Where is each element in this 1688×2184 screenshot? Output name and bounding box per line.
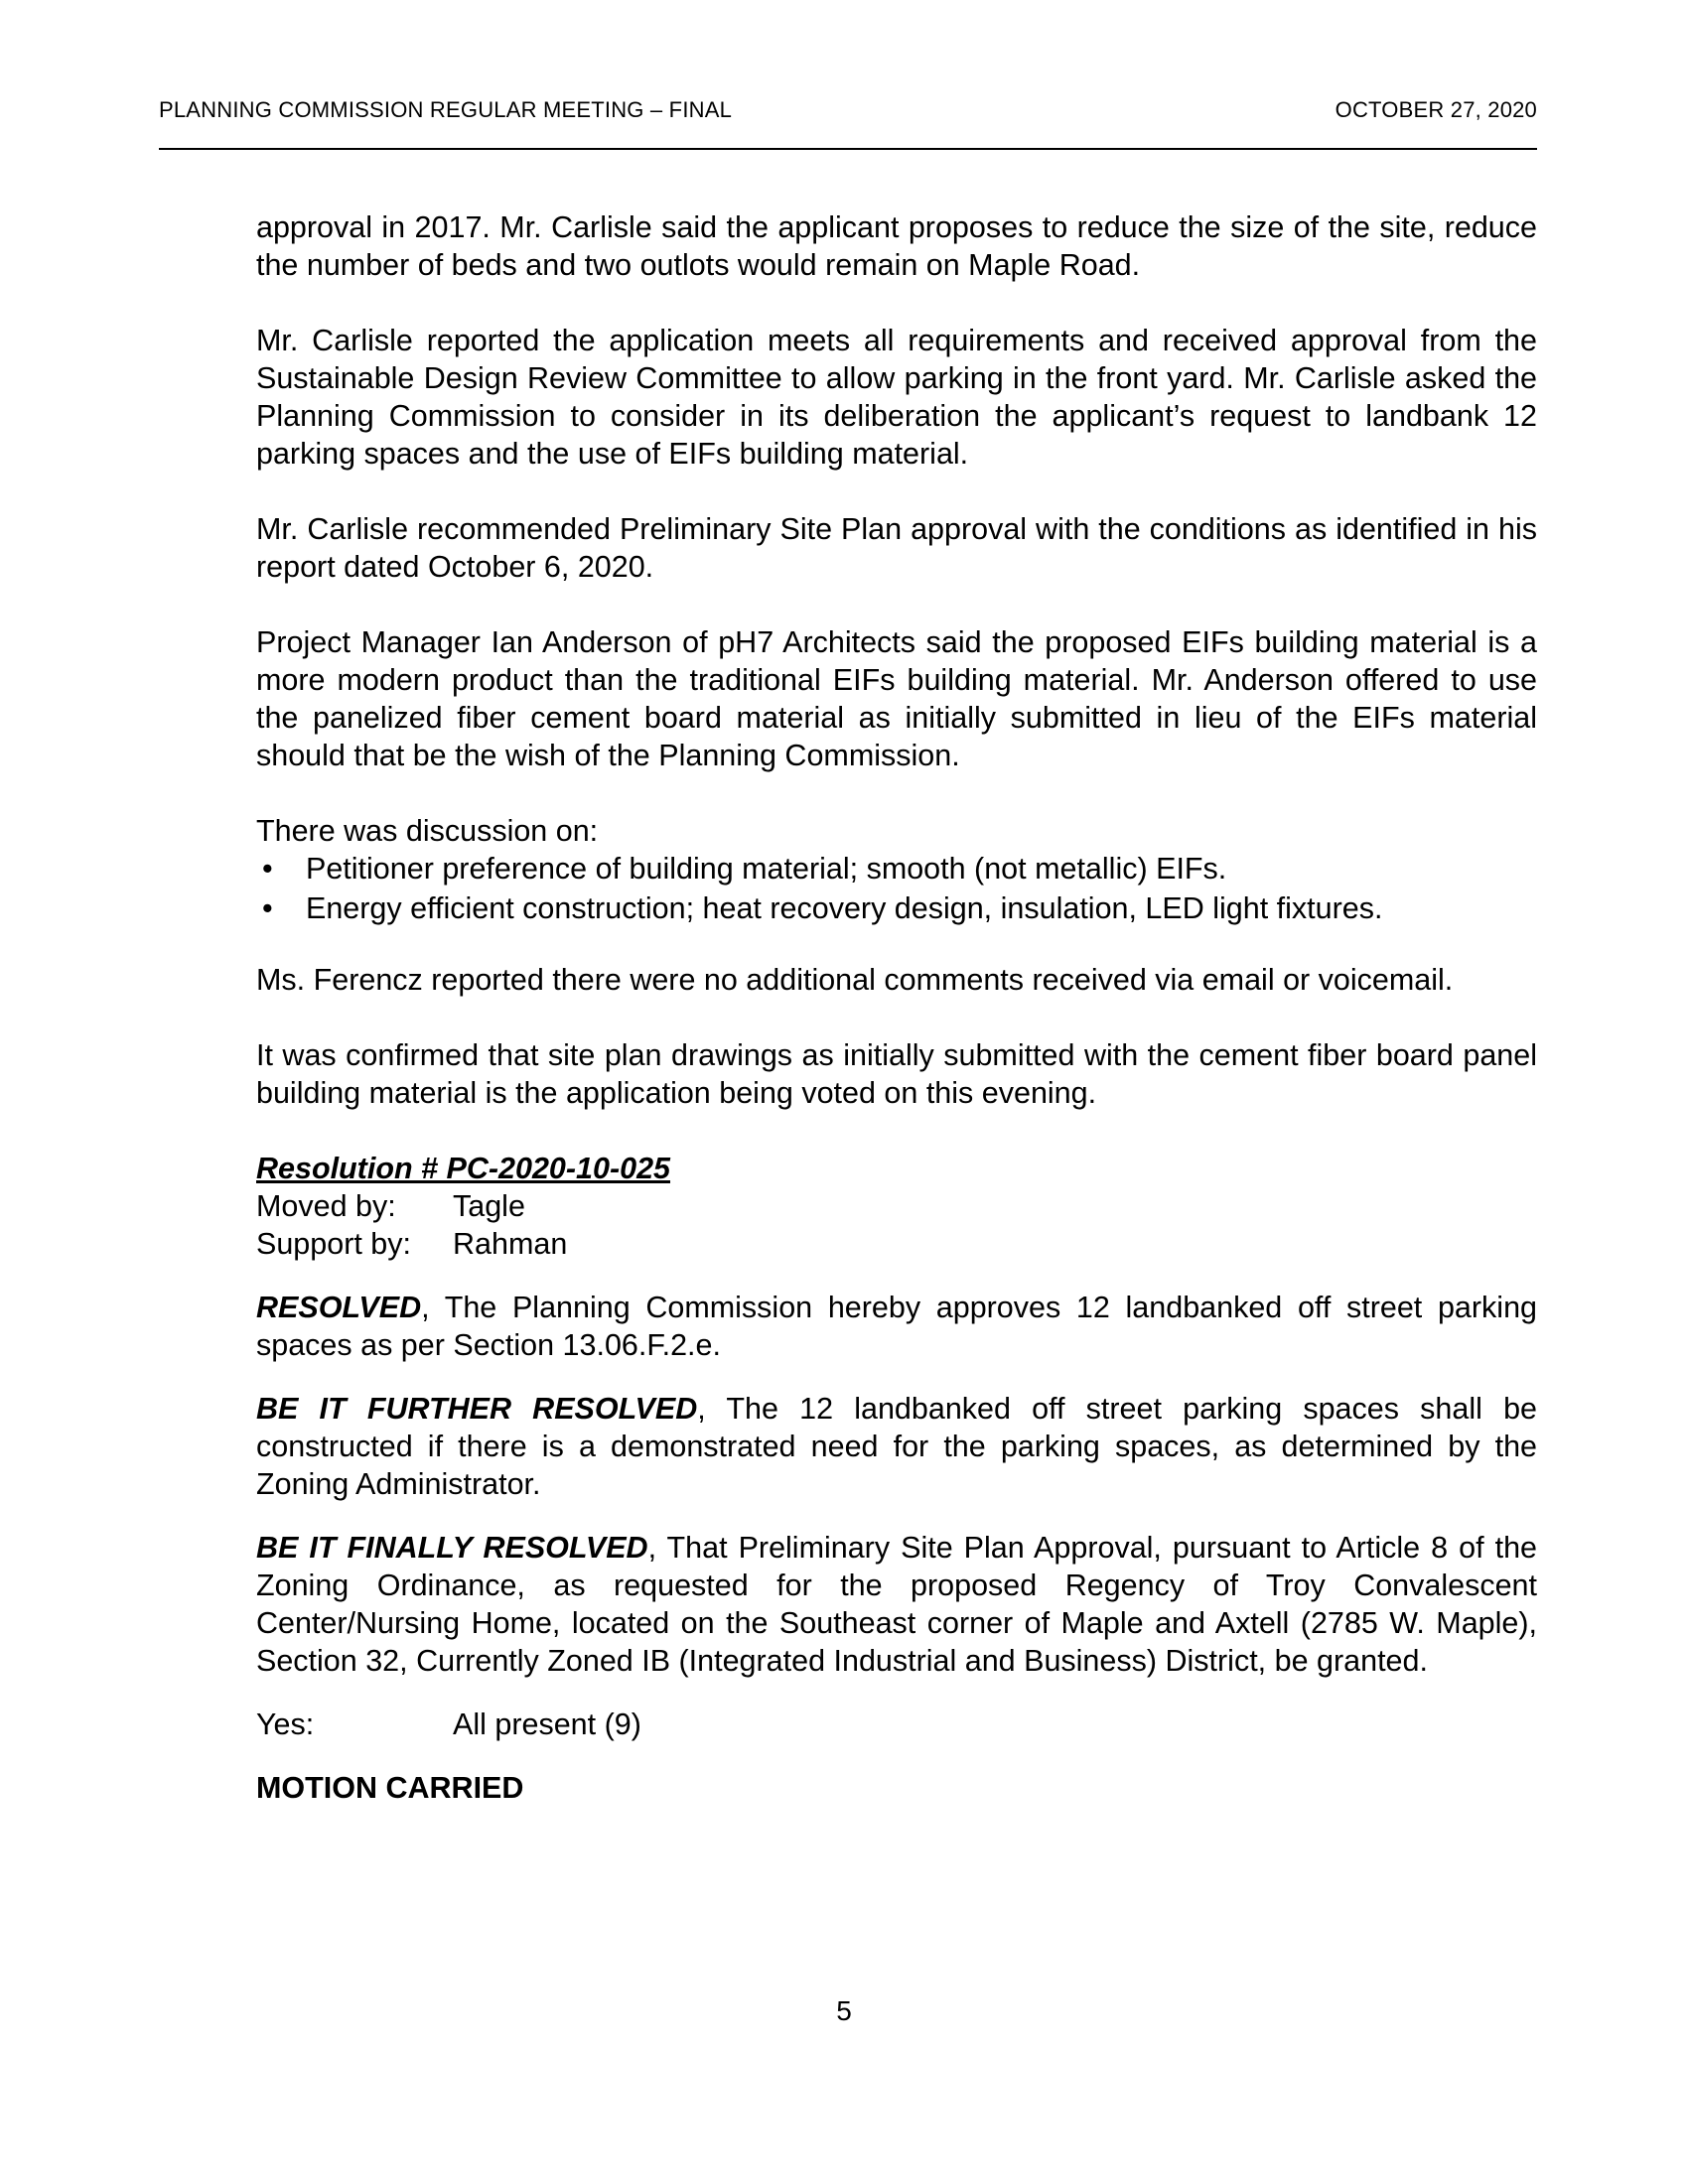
moved-by-value: Tagle: [453, 1189, 525, 1223]
discussion-item-text: Energy efficient construction; heat recovery design, insulation, LED light fixtures.: [306, 891, 1383, 925]
discussion-list: [256, 850, 1537, 927]
minutes-body: [256, 208, 1537, 1807]
bullet-icon: •: [262, 891, 273, 925]
discussion-item-text: Petitioner preference of building material; smooth (not metallic) EIFs.: [306, 852, 1227, 886]
clause-lead: RESOLVED: [256, 1291, 422, 1324]
motion-outcome: MOTION CARRIED: [256, 1771, 524, 1805]
discussion-item: [256, 889, 1537, 927]
vote-value: All present (9): [453, 1707, 641, 1741]
clause-lead: BE IT FURTHER RESOLVED: [256, 1392, 698, 1426]
vote-row: [256, 1706, 1537, 1743]
clause-lead: BE IT FINALLY RESOLVED: [256, 1531, 648, 1565]
header-divider: [159, 148, 1537, 150]
paragraph-approval-2017: approval in 2017. Mr. Carlisle said the applicant proposes to reduce the size of the site, reduce the number of beds and two outlots would remain on Maple Road.: [256, 210, 1537, 282]
clause-text: , The 12 landbanked off street parking spaces shall be constructed if there is a demonstrated need for the parking spaces, as determined by the Zoning Administrator.: [256, 1392, 1537, 1501]
moved-by-label: Moved by:: [256, 1189, 396, 1223]
support-by-label: Support by:: [256, 1227, 411, 1261]
page-number: 5: [836, 1995, 852, 2026]
paragraph-confirmation: It was confirmed that site plan drawings as initially submitted with the cement fiber board panel building material is the application being voted on this evening.: [256, 1038, 1537, 1110]
header-date: OCTOBER 27, 2020: [1335, 97, 1537, 122]
support-by-value: Rahman: [453, 1227, 568, 1261]
paragraph-anderson-statement: Project Manager Ian Anderson of pH7 Architects said the proposed EIFs building material is a more modern product than the traditional EIFs building material. Mr. Anderson offered to use the panelized fiber cement board material as initially submitted in lieu of the EIFs material should that be the wish of the Planning Commission.: [256, 625, 1537, 772]
clause-finally-resolved: [256, 1529, 1537, 1680]
resolution-title: Resolution # PC-2020-10-025: [256, 1152, 670, 1185]
discussion-intro: There was discussion on:: [256, 814, 599, 848]
paragraph-ferencz-report: Ms. Ferencz reported there were no additional comments received via email or voicemail.: [256, 963, 1454, 997]
clause-text: , That Preliminary Site Plan Approval, pursuant to Article 8 of the Zoning Ordinance, as requested for the proposed Regency of Troy Convalescent Center/Nursing Home, located on the Southeast corner of Maple and Axtell (2785 W. Maple), Section 32, Currently Zoned IB (Integrated Industrial and Business) District, be granted.: [256, 1531, 1537, 1678]
bullet-icon: •: [262, 852, 273, 886]
moved-by-row: [256, 1187, 1537, 1225]
paragraph-carlisle-recommendation: Mr. Carlisle recommended Preliminary Site Plan approval with the conditions as identified in his report dated October 6, 2020.: [256, 512, 1537, 584]
clause-resolved: [256, 1289, 1537, 1364]
paragraph-carlisle-report: Mr. Carlisle reported the application meets all requirements and received approval from the Sustainable Design Review Committee to allow parking in the front yard. Mr. Carlisle asked the Planning Commission to consider in its deliberation the applicant’s request to landbank 12 parking spaces and the use of EIFs building material.: [256, 324, 1537, 471]
header-meeting-title: PLANNING COMMISSION REGULAR MEETING – FINAL: [159, 97, 733, 122]
discussion-item: [256, 850, 1537, 887]
clause-text: , The Planning Commission hereby approves 12 landbanked off street parking spaces as per Section 13.06.F.2.e.: [256, 1291, 1537, 1362]
clause-further-resolved: [256, 1390, 1537, 1503]
support-by-row: [256, 1225, 1537, 1263]
vote-label: Yes:: [256, 1707, 315, 1741]
resolution-block: [256, 1150, 1537, 1807]
page-header: [159, 97, 1537, 127]
